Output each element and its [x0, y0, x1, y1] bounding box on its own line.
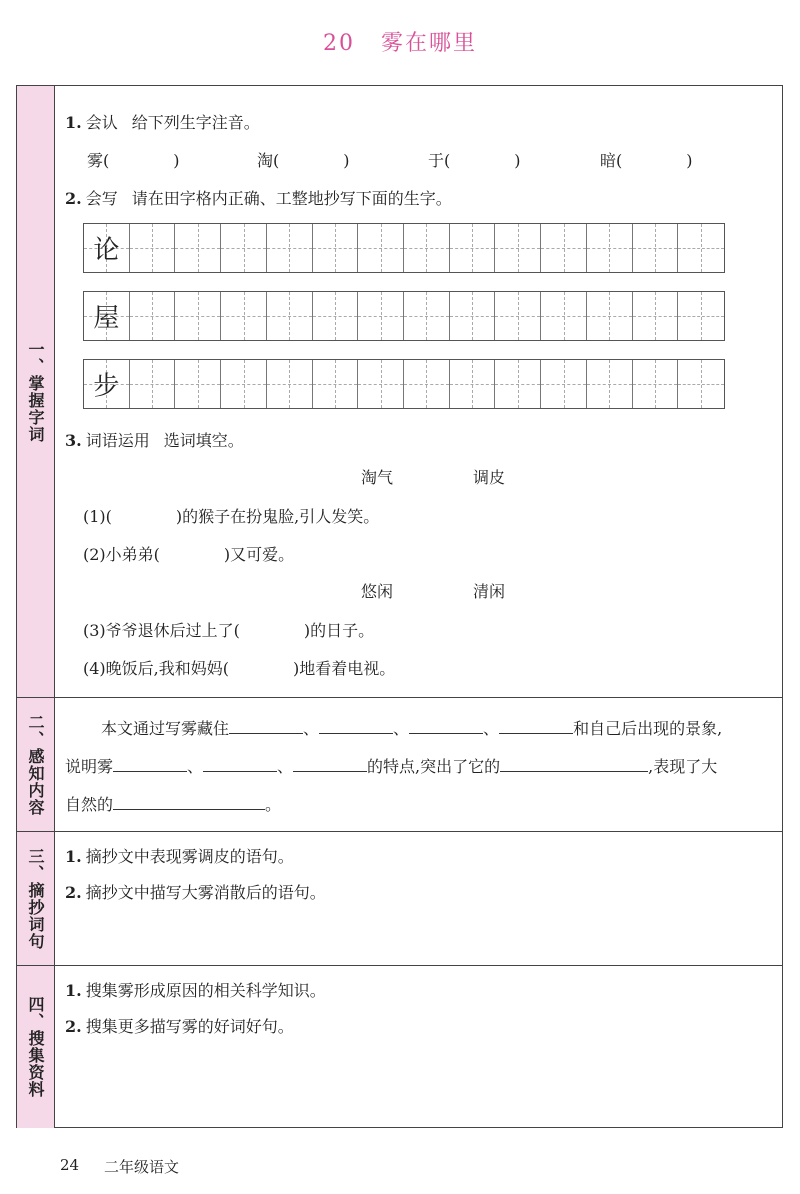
model-char-lun: 论 — [93, 235, 120, 266]
word-choice: 淘气 — [361, 468, 394, 487]
grid-cell[interactable] — [267, 292, 313, 340]
question-heading: 会认 — [85, 113, 118, 132]
grid-cell[interactable] — [633, 224, 679, 272]
text: 和自己后出现的景象, — [573, 719, 723, 738]
research-question-2 — [65, 1014, 294, 1037]
section-label: 三、摘抄词句 — [26, 847, 45, 950]
text: 自然的 — [65, 795, 114, 814]
question-number: 1. — [65, 981, 82, 1000]
grid-cell[interactable] — [175, 292, 221, 340]
word-choice: 清闲 — [473, 582, 506, 601]
tianzige-row-lun — [83, 223, 725, 273]
page-number: 24 — [60, 1156, 80, 1174]
text: 本文通过写雾藏住 — [101, 719, 230, 738]
comprehension-line-3 — [65, 792, 281, 815]
model-char-bu: 步 — [93, 371, 120, 402]
question-text: 搜集雾形成原因的相关科学知识。 — [85, 981, 326, 1000]
answer-blank[interactable] — [229, 717, 303, 734]
section-comprehension — [17, 698, 782, 832]
text: 、 — [277, 757, 294, 776]
question-instruction: 选词填空。 — [163, 431, 244, 450]
grid-cell[interactable] — [450, 360, 496, 408]
answer-blank[interactable] — [113, 793, 265, 810]
question-number: 3. — [65, 431, 82, 450]
grid-cell[interactable] — [495, 224, 541, 272]
section-research — [17, 966, 782, 1128]
text: 、 — [483, 719, 500, 738]
worksheet-frame — [16, 85, 783, 1128]
lesson-number: 20 — [322, 31, 355, 56]
text: 、 — [187, 757, 204, 776]
section-sidebar — [17, 832, 55, 965]
grid-cell[interactable] — [130, 224, 176, 272]
text: 、 — [303, 719, 320, 738]
section-sidebar — [17, 698, 55, 831]
word-choice: 调皮 — [473, 468, 506, 487]
grid-cell[interactable] — [404, 292, 450, 340]
comprehension-line-2 — [65, 754, 717, 777]
text: 、 — [393, 719, 410, 738]
grid-cell[interactable] — [678, 292, 724, 340]
pinyin-blank-wu[interactable]: 雾( ) — [87, 151, 180, 170]
grid-cell[interactable] — [404, 224, 450, 272]
fill-sentence-3[interactable]: (3)爷爷退休后过上了( )的日子。 — [83, 621, 375, 640]
grid-cell[interactable] — [175, 224, 221, 272]
grid-cell[interactable] — [633, 292, 679, 340]
grid-cell[interactable] — [313, 224, 359, 272]
answer-blank[interactable] — [113, 755, 187, 772]
grid-cell[interactable] — [541, 360, 587, 408]
excerpt-question-1 — [65, 844, 294, 867]
question-number: 1. — [65, 113, 82, 132]
book-name: 二年级语文 — [104, 1158, 180, 1176]
section-content — [65, 832, 774, 965]
question-instruction: 给下列生字注音。 — [131, 113, 260, 132]
word-choice: 悠闲 — [361, 582, 394, 601]
section-content — [65, 86, 774, 697]
pinyin-blank-yu[interactable]: 于( ) — [428, 151, 521, 170]
grid-cell[interactable] — [450, 224, 496, 272]
section-content — [65, 966, 774, 1128]
grid-cell[interactable] — [678, 360, 724, 408]
question-heading: 词语运用 — [85, 431, 150, 450]
grid-cell — [84, 360, 130, 408]
section-vocabulary — [17, 86, 782, 698]
question-text: 摘抄文中描写大雾消散后的语句。 — [85, 883, 326, 902]
comprehension-line-1 — [101, 716, 722, 739]
grid-cell — [84, 292, 130, 340]
grid-cell — [84, 224, 130, 272]
tianzige-row-bu — [83, 359, 725, 409]
section-sidebar — [17, 966, 55, 1128]
lesson-name: 雾在哪里 — [380, 31, 477, 56]
section-label: 四、搜集资料 — [26, 996, 45, 1098]
grid-cell[interactable] — [358, 360, 404, 408]
grid-cell[interactable] — [130, 360, 176, 408]
grid-cell[interactable] — [678, 224, 724, 272]
grid-cell[interactable] — [358, 224, 404, 272]
grid-cell[interactable] — [313, 360, 359, 408]
grid-cell[interactable] — [495, 292, 541, 340]
section-label: 二、感知内容 — [26, 713, 45, 816]
question-number: 2. — [65, 189, 82, 208]
grid-cell[interactable] — [450, 292, 496, 340]
pinyin-blank-an[interactable]: 暗( ) — [600, 151, 693, 170]
grid-cell[interactable] — [313, 292, 359, 340]
answer-blank[interactable] — [499, 717, 573, 734]
fill-sentence-4[interactable]: (4)晚饭后,我和妈妈( )地看着电视。 — [83, 659, 396, 678]
grid-cell[interactable] — [267, 224, 313, 272]
answer-blank[interactable] — [319, 717, 393, 734]
pinyin-blank-tao[interactable]: 淘( ) — [257, 151, 350, 170]
excerpt-question-2 — [65, 880, 326, 903]
section-label: 一、掌握字词 — [26, 340, 45, 443]
question-instruction: 请在田字格内正确、工整地抄写下面的生字。 — [131, 189, 452, 208]
text: ,表现了大 — [648, 757, 718, 776]
text: 。 — [265, 795, 282, 814]
answer-blank[interactable] — [500, 755, 648, 772]
grid-cell[interactable] — [587, 360, 633, 408]
section-sidebar — [17, 86, 55, 697]
text: 说明雾 — [65, 757, 114, 776]
section-excerpt — [17, 832, 782, 966]
model-char-wu: 屋 — [93, 303, 120, 334]
grid-cell[interactable] — [221, 292, 267, 340]
question-heading: 会写 — [85, 189, 118, 208]
question-recognize — [65, 110, 260, 133]
text: 的特点,突出了它的 — [367, 757, 501, 776]
answer-blank[interactable] — [409, 717, 483, 734]
question-text: 搜集更多描写雾的好词好句。 — [85, 1017, 294, 1036]
question-write — [65, 186, 452, 209]
grid-cell[interactable] — [541, 292, 587, 340]
grid-cell[interactable] — [175, 360, 221, 408]
grid-cell[interactable] — [130, 292, 176, 340]
grid-cell[interactable] — [267, 360, 313, 408]
grid-cell[interactable] — [633, 360, 679, 408]
grid-cell[interactable] — [587, 292, 633, 340]
section-content — [65, 698, 774, 831]
grid-cell[interactable] — [221, 224, 267, 272]
grid-cell[interactable] — [221, 360, 267, 408]
question-word-usage — [65, 428, 244, 451]
grid-cell[interactable] — [495, 360, 541, 408]
research-question-1 — [65, 978, 326, 1001]
lesson-title — [0, 26, 800, 57]
fill-sentence-2[interactable]: (2)小弟弟( )又可爱。 — [83, 545, 295, 564]
question-text: 摘抄文中表现雾调皮的语句。 — [85, 847, 294, 866]
grid-cell[interactable] — [358, 292, 404, 340]
question-number: 2. — [65, 1017, 82, 1036]
question-number: 1. — [65, 847, 82, 866]
tianzige-row-wu — [83, 291, 725, 341]
grid-cell[interactable] — [541, 224, 587, 272]
grid-cell[interactable] — [587, 224, 633, 272]
answer-blank[interactable] — [293, 755, 367, 772]
question-number: 2. — [65, 883, 82, 902]
grid-cell[interactable] — [404, 360, 450, 408]
answer-blank[interactable] — [203, 755, 277, 772]
fill-sentence-1[interactable]: (1)( )的猴子在扮鬼脸,引人发笑。 — [83, 507, 380, 526]
